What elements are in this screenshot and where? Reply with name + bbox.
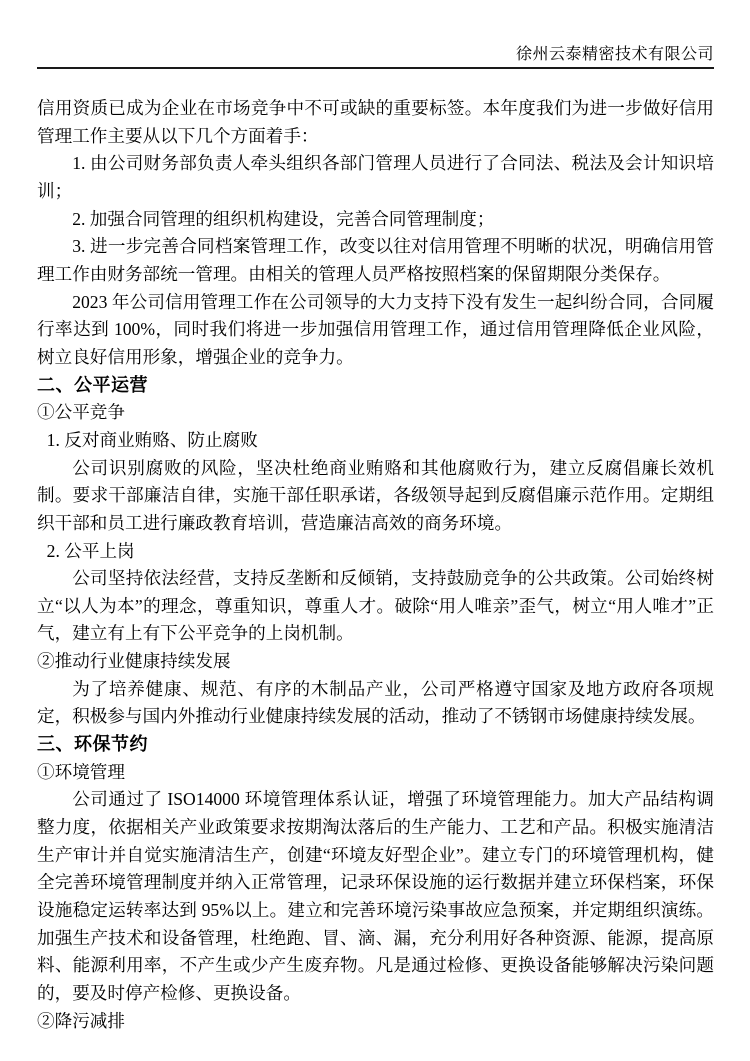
paragraph: ②降污减排: [37, 1010, 125, 1031]
paragraph: 2023 年公司信用管理工作在公司领导的大力支持下没有发生一起纠纷合同，合同履行率达到 100%，同时我们将进一步加强信用管理工作，通过信用管理降低企业风险，树立良好信用形象，增强企业的竞争力。: [37, 291, 714, 367]
paragraph: 3. 进一步完善合同档案管理工作，改变以往对信用管理不明晰的状况，明确信用管理工作由财务部统一管理。由相关的管理人员严格按照档案的保留期限分类保存。: [37, 236, 714, 284]
section-heading: 三、环保节约: [37, 734, 148, 755]
paragraph: ①公平竞争: [37, 402, 125, 423]
paragraph: 公司坚持依法经营，支持反垄断和反倾销，支持鼓励竞争的公共政策。公司始终树立“以人为本”的理念，尊重知识，尊重人才。破除“用人唯亲”歪气，树立“用人唯才”正气，建立有上有下公平竞争的上岗机制。: [37, 568, 714, 644]
paragraph: 信用资质已成为企业在市场竞争中不可或缺的重要标签。本年度我们为进一步做好信用管理工作主要从以下几个方面着手：: [37, 98, 714, 146]
company-name: 徐州云泰精密技术有限公司: [515, 46, 714, 63]
page-header: [37, 0, 714, 69]
paragraph: 公司识别腐败的风险，坚决杜绝商业贿赂和其他腐败行为，建立反腐倡廉长效机制。要求干部廉洁自律，实施干部任职承诺，各级领导起到反腐倡廉示范作用。定期组织干部和员工进行廉政教育培训，营造廉洁高效的商务环境。: [37, 457, 714, 533]
paragraph: 1. 反对商业贿赂、防止腐败: [46, 429, 258, 450]
section-heading: 二、公平运营: [37, 374, 148, 395]
paragraph: 1. 由公司财务部负责人牵头组织各部门管理人员进行了合同法、税法及会计知识培训；: [37, 153, 714, 201]
paragraph: ①环境管理: [37, 761, 125, 782]
paragraph: 公司通过了 ISO14000 环境管理体系认证，增强了环境管理能力。加大产品结构调整力度，依据相关产业政策要求按期淘汰落后的生产能力、工艺和产品。积极实施清洁生产审计并自觉实施清洁生产，创建“环境友好型企业”。建立专门的环境管理机构，健全完善环境管理制度并纳入正常管理，记录环保设施的运行数据并建立环保档案，环保设施稳定运转率达到 95%以上。建立和完善环境污染事故应急预案，并定期组织演练。加强生产技术和设备管理，杜绝跑、冒、滴、漏，充分利用好各种资源、能源，提高原料、能源利用率，不产生或少产生废弃物。凡是通过检修、更换设备能够解决污染问题的，要及时停产检修、更换设备。: [37, 789, 714, 1003]
document-body: [37, 95, 714, 1035]
paragraph: 2. 加强合同管理的组织机构建设，完善合同管理制度；: [72, 208, 495, 229]
paragraph: ②推动行业健康持续发展: [37, 651, 231, 672]
paragraph: 为了培养健康、规范、有序的木制品产业，公司严格遵守国家及地方政府各项规定，积极参与国内外推动行业健康持续发展的活动，推动了不锈钢市场健康持续发展。: [37, 678, 714, 727]
paragraph: 2. 公平上岗: [46, 540, 135, 561]
